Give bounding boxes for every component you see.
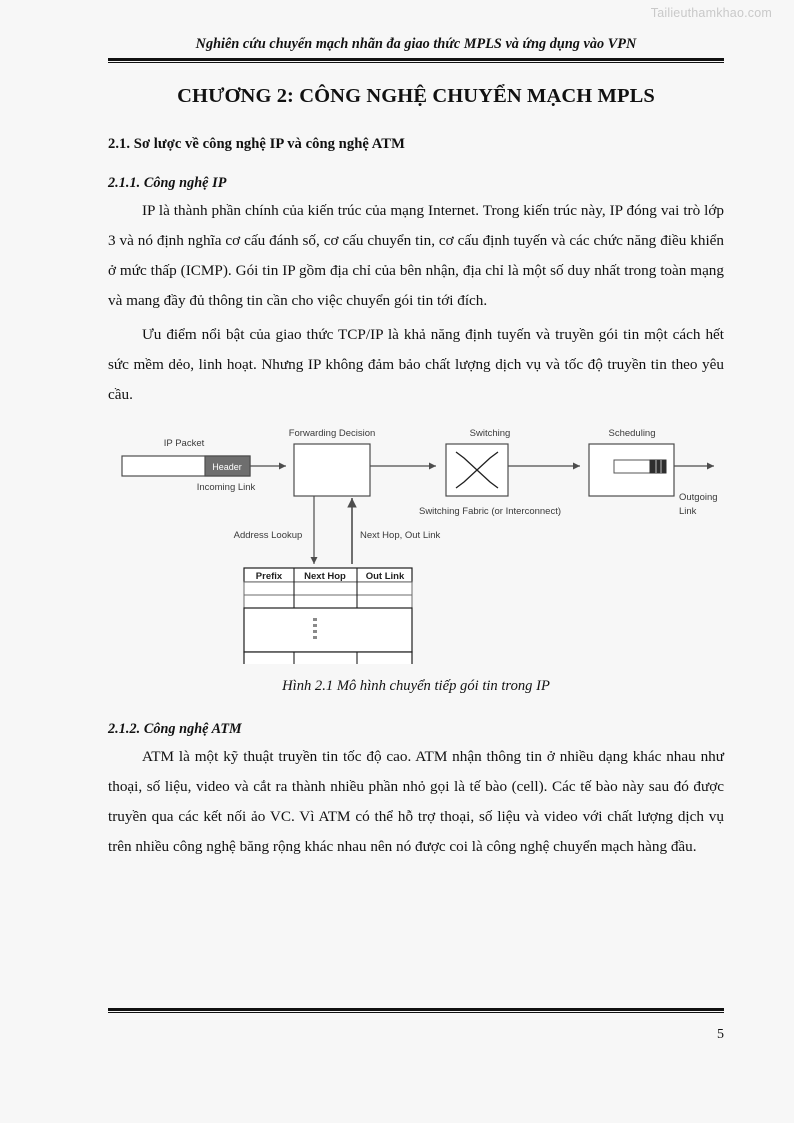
subsection-heading-2-1-1: 2.1.1. Công nghệ IP xyxy=(108,175,227,191)
table-header-next-hop: Next Hop xyxy=(304,571,346,582)
label-scheduling: Scheduling xyxy=(608,428,656,439)
running-head: Nghiên cứu chuyển mạch nhãn đa giao thức MPLS và ứng dụng vào VPN xyxy=(195,36,637,52)
forwarding-decision-box xyxy=(294,444,370,496)
label-outgoing-link-line1: Outgoing xyxy=(679,492,718,503)
figure-2-1 xyxy=(108,424,724,664)
forwarding-table xyxy=(244,568,412,664)
label-switching-fabric: Switching Fabric (or Interconnect) xyxy=(418,506,562,517)
label-forwarding-decision: Forwarding Decision xyxy=(288,428,376,439)
table-row xyxy=(244,582,412,595)
paragraph-atm-1: ATM là một kỹ thuật truyền tin tốc độ cao. ATM nhận thông tin ở nhiều dạng khác nhau như thoại, số liệu, video và cắt ra thành nhiều phần nhỏ gọi là tế bào (cell). Các tế bào này sau đó được truyền qua các kết nối ảo VC. Vì ATM có thể hỗ trợ thoại, số liệu và video với chất lượng dịch vụ trên nhiều công nghệ băng rộng khác nhau nên nó được coi là công nghệ chuyển mạch hàng đầu. xyxy=(108,748,724,855)
paragraph-ip-1: IP là thành phần chính của kiến trúc của mạng Internet. Trong kiến trúc này, IP đóng vai trò lớp 3 và nó định nghĩa cơ cấu đánh số, cơ cấu chuyển tin, cơ cấu định tuyến và các chức năng điều khiển ở mức thấp (ICMP). Gói tin IP gồm địa chỉ của bên nhận, địa chỉ là một số duy nhất trong toàn mạng và mang đầy đủ thông tin cần cho việc chuyển gói tin tới đích. xyxy=(108,202,724,309)
table-row xyxy=(244,652,412,664)
ip-forwarding-diagram xyxy=(108,424,724,664)
label-outgoing-link-line2: Link xyxy=(679,506,697,517)
label-ip-packet: IP Packet xyxy=(163,438,205,449)
section-heading-2-1: 2.1. Sơ lược về công nghệ IP và công nghệ ATM xyxy=(108,136,405,152)
table-ellipsis-row xyxy=(244,608,412,652)
label-header: Header xyxy=(212,462,242,472)
chapter-title: CHƯƠNG 2: CÔNG NGHỆ CHUYỂN MẠCH MPLS xyxy=(177,85,655,107)
watermark: Tailieuthamkhao.com xyxy=(650,6,772,20)
table-row xyxy=(244,595,412,608)
page-content xyxy=(108,0,724,862)
queue-slot-filled xyxy=(650,460,666,473)
queue-slot-empty xyxy=(614,460,650,473)
table-header-out-link: Out Link xyxy=(365,571,405,582)
label-address-lookup: Address Lookup xyxy=(233,530,303,541)
page-number: 5 xyxy=(717,1027,724,1042)
label-incoming-link: Incoming Link xyxy=(196,482,256,493)
table-header-prefix: Prefix xyxy=(255,571,283,582)
header-rule xyxy=(108,58,724,63)
paragraph-ip-2: Ưu điểm nổi bật của giao thức TCP/IP là khả năng định tuyến và truyền gói tin một cách hết sức mềm dẻo, linh hoạt. Nhưng IP không đảm bảo chất lượng dịch vụ và tốc độ truyền tin theo yêu cầu. xyxy=(108,326,724,403)
label-next-hop-out-link: Next Hop, Out Link xyxy=(360,530,441,541)
figure-caption: Hình 2.1 Mô hình chuyển tiếp gói tin trong IP xyxy=(282,678,550,694)
subsection-heading-2-1-2: 2.1.2. Công nghệ ATM xyxy=(108,721,242,737)
footer-rule xyxy=(108,1008,724,1013)
label-switching: Switching xyxy=(469,428,511,439)
